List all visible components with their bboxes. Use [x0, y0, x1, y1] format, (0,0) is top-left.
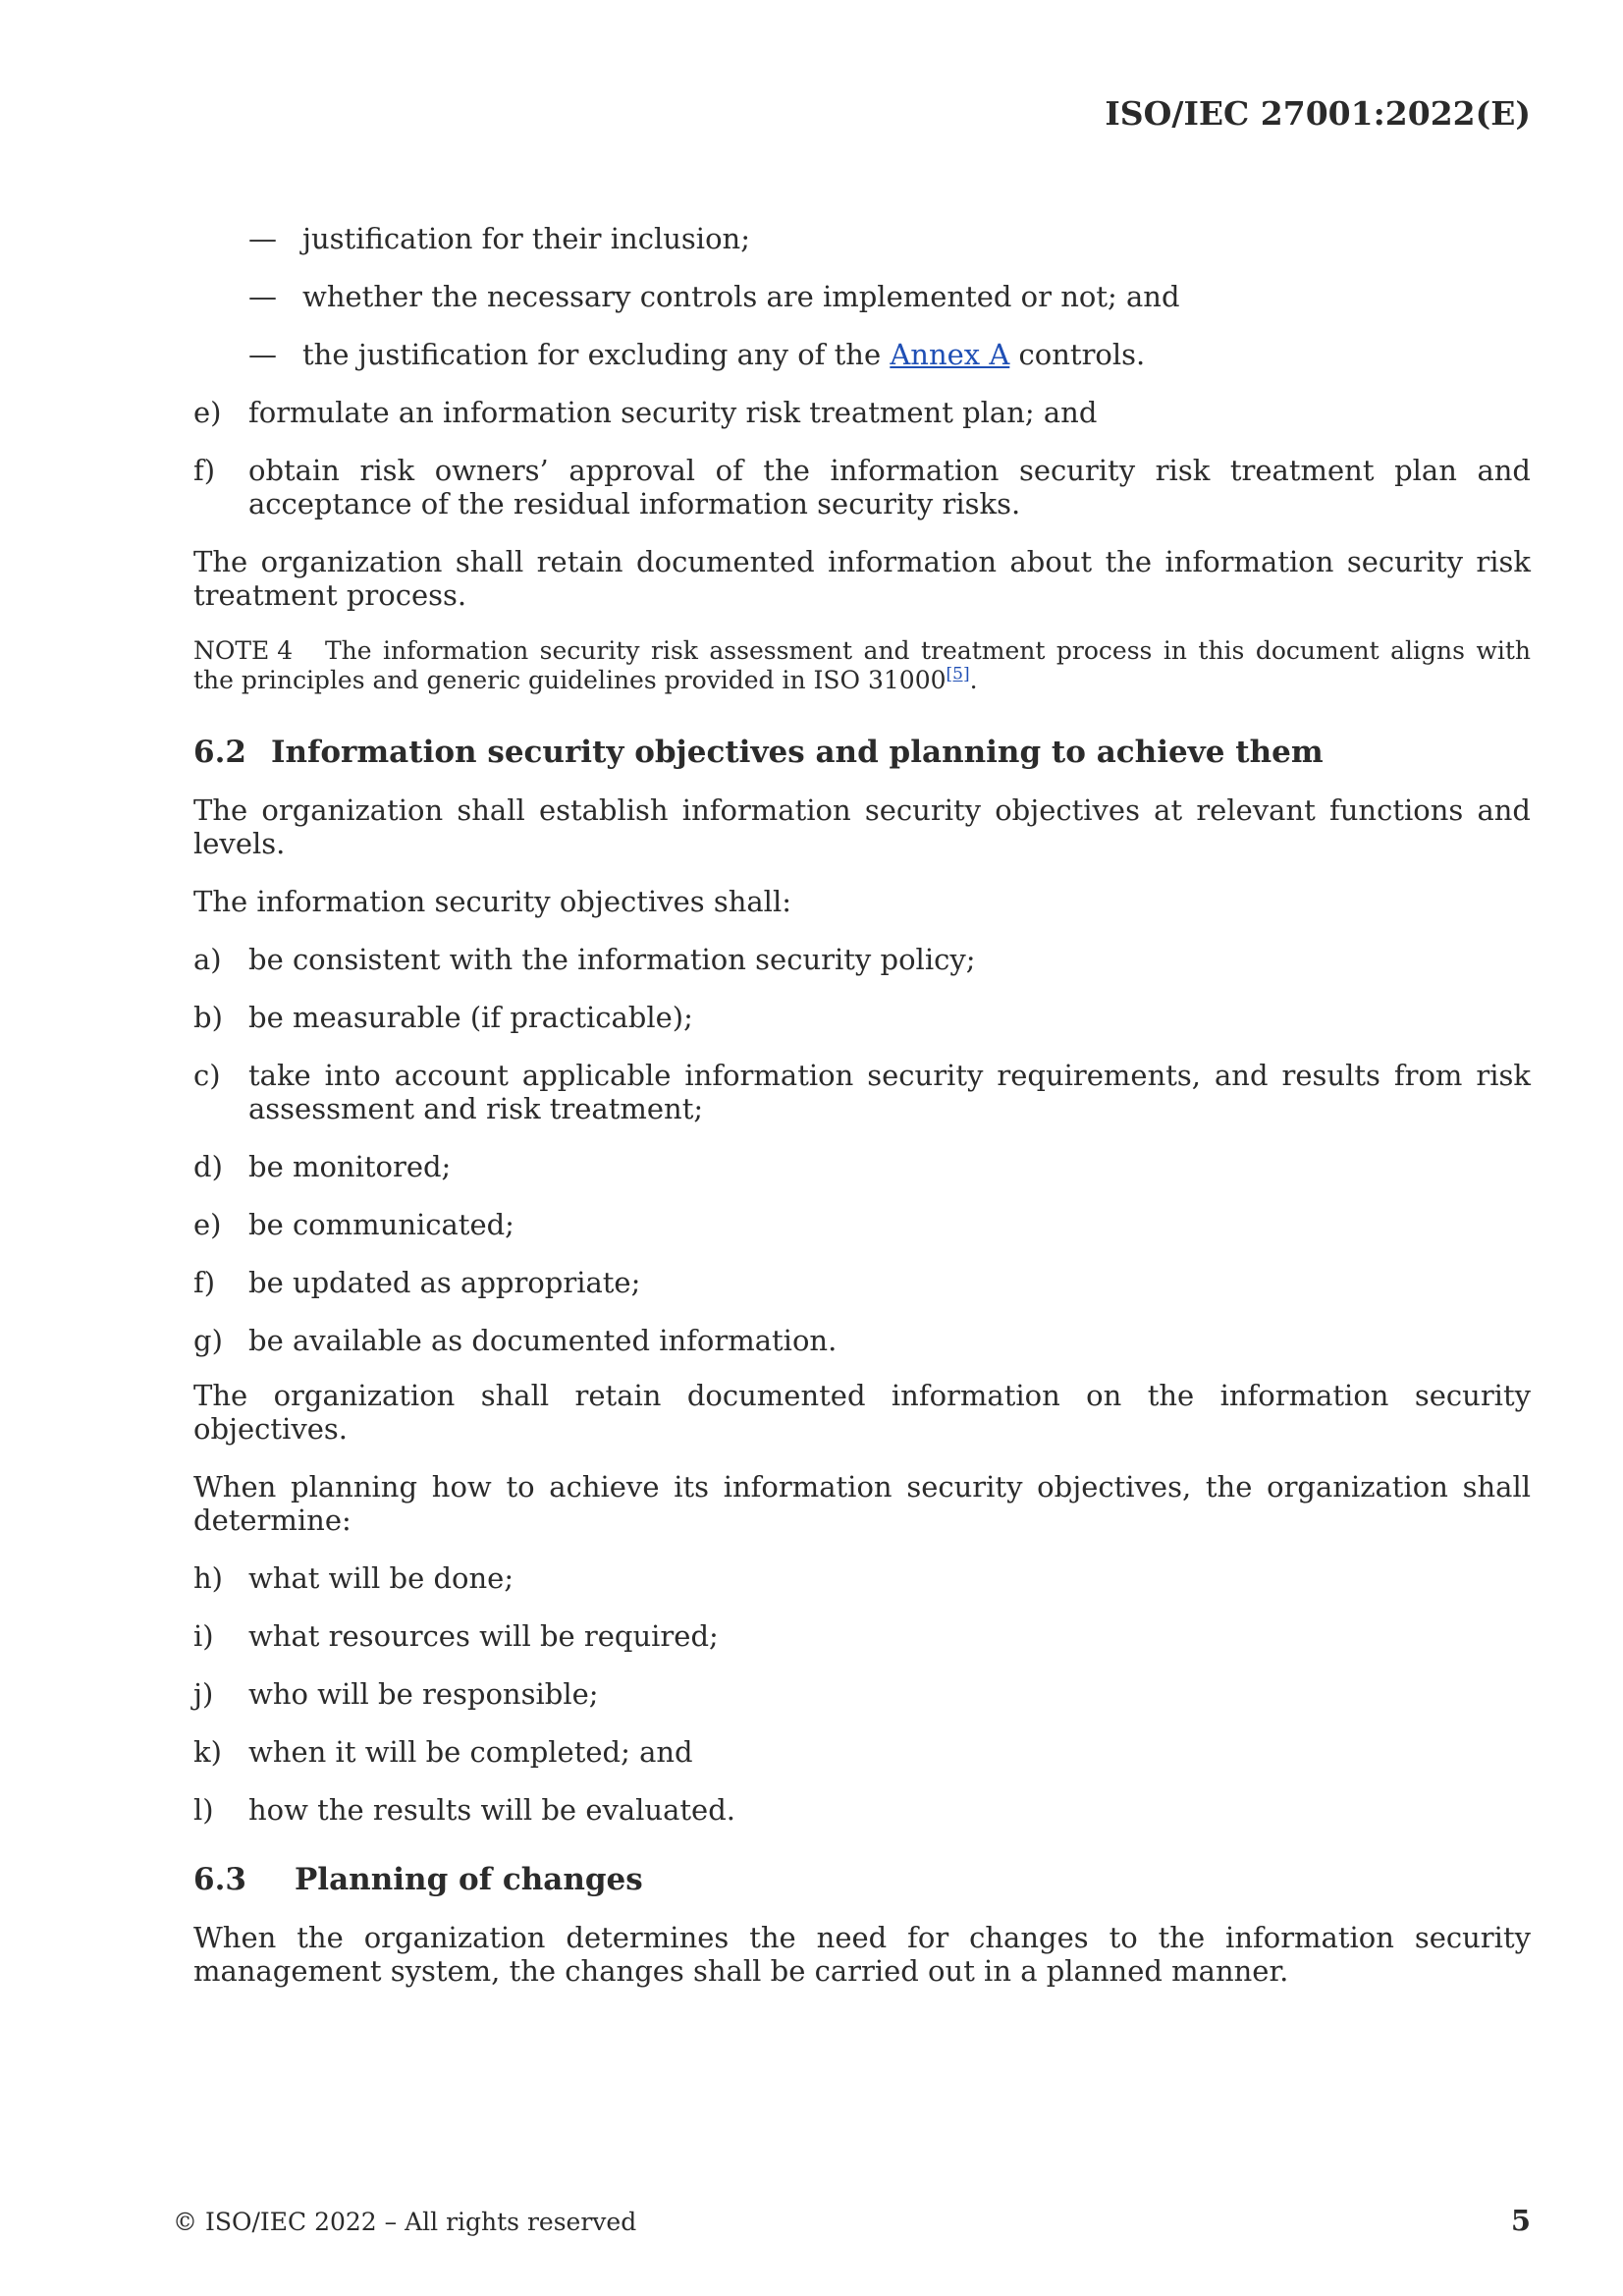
item-label: b)	[193, 1001, 223, 1034]
note-end: .	[969, 666, 978, 694]
dash-item	[193, 222, 1531, 255]
paragraph-retain-treatment: The organization shall retain documented information about the information security risk treatment process.	[193, 545, 1531, 612]
paragraph-planning-changes: When the organization determines the need for changes to the information security management system, the changes shall be carried out in a planned manner.	[193, 1921, 1531, 1988]
item-text: take into account applicable information security requirements, and results from risk assessment and risk treatment;	[248, 1059, 1531, 1125]
note-label: NOTE 4	[193, 636, 294, 665]
dash-mark: —	[248, 280, 277, 313]
item-text: be available as documented information.	[248, 1324, 838, 1357]
item-label: i)	[193, 1619, 214, 1653]
list-item	[193, 1735, 1531, 1769]
paragraph-planning-lead: When planning how to achieve its information security objectives, the organization shall determine:	[193, 1470, 1531, 1537]
item-label: a)	[193, 943, 222, 976]
list-item	[193, 943, 1531, 976]
section-title: Information security objectives and planning to achieve them	[271, 735, 1324, 770]
list-item	[193, 1208, 1531, 1241]
section-number: 6.3	[193, 1862, 246, 1897]
item-label: g)	[193, 1324, 223, 1357]
dash-text	[302, 338, 1145, 371]
list-item	[193, 396, 1531, 429]
section-heading-6-3	[193, 1862, 1531, 1897]
item-text: be updated as appropriate;	[248, 1266, 641, 1299]
list-item	[193, 1324, 1531, 1357]
copyright-footer: © ISO/IEC 2022 – All rights reserved	[173, 2208, 637, 2236]
item-label: c)	[193, 1059, 221, 1092]
page-number: 5	[1510, 2204, 1531, 2237]
item-label: j)	[193, 1677, 214, 1711]
dash-text: justification for their inclusion;	[302, 222, 750, 255]
list-item	[193, 454, 1531, 520]
item-label: e)	[193, 1208, 222, 1241]
item-label: k)	[193, 1735, 222, 1769]
section-title: Planning of changes	[295, 1862, 643, 1897]
list-item	[193, 1059, 1531, 1125]
item-label: f)	[193, 1266, 216, 1299]
item-text: who will be responsible;	[248, 1677, 599, 1711]
item-text: when it will be completed; and	[248, 1735, 693, 1769]
paragraph-intro: The organization shall establish information security objectives at relevant functions and levels.	[193, 793, 1531, 860]
dash-text: whether the necessary controls are implemented or not; and	[302, 280, 1180, 313]
dash-mark: —	[248, 338, 277, 371]
item-text: be consistent with the information security policy;	[248, 943, 976, 976]
item-label: d)	[193, 1150, 223, 1183]
list-item	[193, 1001, 1531, 1034]
document-id-header: ISO/IEC 27001:2022(E)	[1105, 94, 1531, 133]
item-label: e)	[193, 396, 222, 429]
dash-item	[193, 280, 1531, 313]
list-item	[193, 1793, 1531, 1827]
annex-a-link[interactable]: Annex A	[890, 338, 1010, 371]
item-text: be monitored;	[248, 1150, 452, 1183]
item-label: l)	[193, 1793, 214, 1827]
item-text: what will be done;	[248, 1561, 514, 1595]
note-4	[193, 636, 1531, 695]
paragraph-lead: The information security objectives shall:	[193, 885, 791, 918]
list-item	[193, 1619, 1531, 1653]
dash-text-before: the justification for excluding any of the	[302, 338, 891, 371]
item-text: what resources will be required;	[248, 1619, 719, 1653]
reference-link[interactable]: [5]	[946, 664, 970, 684]
list-item	[193, 1677, 1531, 1711]
list-item	[193, 1266, 1531, 1299]
item-text: obtain risk owners’ approval of the information security risk treatment plan and acceptance of the residual information security risks.	[248, 454, 1531, 520]
dash-item	[193, 338, 1531, 371]
item-text: be communicated;	[248, 1208, 514, 1241]
list-item	[193, 1561, 1531, 1595]
item-label: f)	[193, 454, 216, 487]
item-text: be measurable (if practicable);	[248, 1001, 693, 1034]
item-text: formulate an information security risk treatment plan; and	[248, 396, 1098, 429]
item-text: how the results will be evaluated.	[248, 1793, 735, 1827]
section-heading-6-2	[193, 735, 1531, 770]
list-item	[193, 1150, 1531, 1183]
section-number: 6.2	[193, 735, 246, 770]
dash-text-after: controls.	[1009, 338, 1146, 371]
paragraph-retain-objectives: The organization shall retain documented information on the information security objectives.	[193, 1379, 1531, 1446]
note-text: The information security risk assessment and treatment process in this document aligns with the principles and generic guidelines provided in ISO 31000	[193, 636, 1531, 694]
item-label: h)	[193, 1561, 223, 1595]
dash-mark: —	[248, 222, 277, 255]
page-content	[193, 222, 1531, 2012]
